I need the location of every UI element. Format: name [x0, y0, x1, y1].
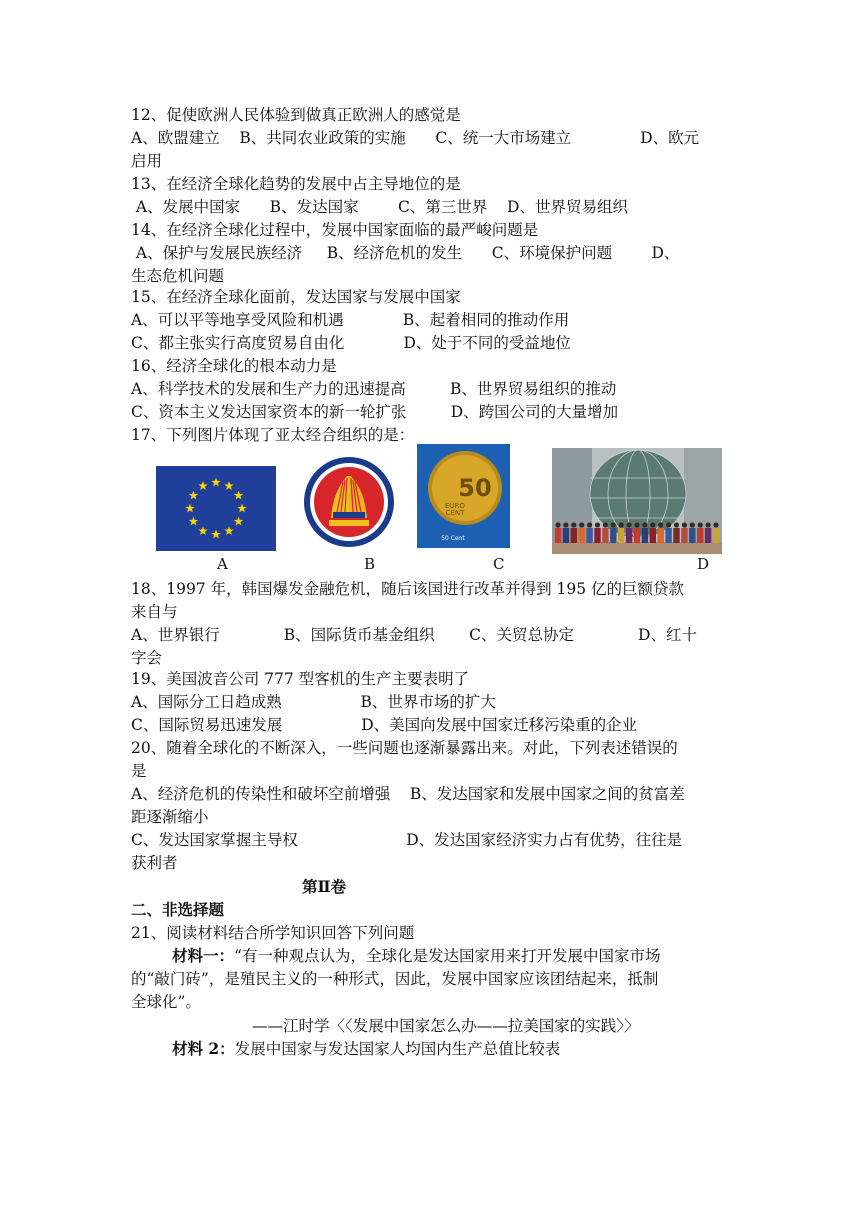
q16-stem: 16、经济全球化的根本动力是: [131, 357, 337, 375]
coin-euro-text: EURO: [445, 502, 465, 510]
coin-caption-text: 50 Cent: [441, 535, 465, 542]
leader-head: [563, 522, 568, 527]
leader-figure: [665, 528, 671, 543]
q13-options: A、发展中国家 B、发达国家 C、第三世界 D、世界贸易组织: [131, 198, 628, 216]
material-1-label: 材料一：: [172, 946, 235, 965]
leader-head: [634, 522, 639, 527]
leader-figure: [673, 528, 679, 543]
q20-stem-cont: 是: [131, 762, 147, 780]
leader-head: [587, 522, 592, 527]
asean-emblem-image: [303, 456, 395, 548]
leader-head: [682, 522, 687, 527]
leader-head: [603, 522, 608, 527]
q20-options-cd: C、发达国家掌握主导权 D、发达国家经济实力占有优势，往往是: [131, 831, 683, 849]
leader-head: [713, 522, 718, 527]
q14-options-cont: 生态危机问题: [131, 267, 225, 285]
coin-cent-text: CENT: [445, 509, 465, 517]
q21-stem: 21、阅读材料结合所学知识回答下列问题: [131, 924, 415, 942]
leader-head: [579, 522, 584, 527]
q18-stem-cont: 来自与: [131, 603, 178, 621]
leader-figure: [594, 528, 600, 543]
q16-options-cd: C、资本主义发达国家资本的新一轮扩张 D、跨国公司的大量增加: [131, 403, 619, 421]
asean-label-bar: [329, 520, 369, 526]
q12-options: A、欧盟建立 B、共同农业政策的实施 C、统一大市场建立 D、欧元: [131, 129, 700, 147]
q15-options-ab: A、可以平等地享受风险和机遇 B、起着相同的推动作用: [131, 311, 570, 329]
leader-head: [571, 522, 576, 527]
q15-options-cd: C、都主张实行高度贸易自由化 D、处于不同的受益地位: [131, 334, 571, 352]
q20-options-ab: A、经济危机的传染性和破坏空前增强 B、发达国家和发展中国家之间的贫富差: [131, 785, 685, 803]
leader-figure: [658, 528, 664, 543]
leader-figure: [705, 528, 711, 543]
photo-stage-floor: [552, 542, 722, 554]
coin-value-text: 50: [458, 474, 492, 502]
leader-figure: [602, 528, 608, 543]
leader-head: [611, 522, 616, 527]
euro-cent-coin-image: [417, 444, 510, 548]
leader-head: [555, 522, 560, 527]
image-caption-b: B: [364, 555, 376, 573]
q12-stem: 12、促使欧洲人民体验到做真正欧洲人的感觉是: [131, 106, 461, 124]
leader-figure: [634, 528, 640, 543]
material-1-source: ——江时学〈〈发展中国家怎么办——拉美国家的实践〉〉: [252, 1017, 640, 1035]
leader-head: [650, 522, 655, 527]
leader-figure: [626, 528, 632, 543]
material-2-label: 材料 2：: [172, 1039, 235, 1058]
leader-figure: [563, 528, 569, 543]
leader-figure: [571, 528, 577, 543]
q17-stem: 17、下列图片体现了亚太经合组织的是：: [131, 426, 415, 444]
q18-options-cont: 字会: [131, 649, 163, 667]
material-1-line2: 的“敲门砖”，是殖民主义的一种形式，因此，发展中国家应该团结起来，抵制: [131, 970, 659, 988]
q13-stem: 13、在经济全球化趋势的发展中占主导地位的是: [131, 175, 461, 193]
q16-options-ab: A、科学技术的发展和生产力的迅速提高 B、世界贸易组织的推动: [131, 380, 617, 398]
q18-stem: 18、1997 年，韩国爆发金融危机，随后该国进行改革并得到 195 亿的巨额贷款: [131, 580, 685, 598]
image-caption-d: D: [697, 555, 710, 573]
q14-stem: 14、在经济全球化过程中，发展中国家面临的最严峻问题是: [131, 221, 539, 239]
leader-figure: [650, 528, 656, 543]
material-1-line3: 全球化”。: [131, 993, 201, 1011]
q19-options-ab: A、国际分工日趋成熟 B、世界市场的扩大: [131, 693, 496, 711]
leader-head: [690, 522, 695, 527]
leader-figure: [555, 528, 561, 543]
material-2-text: 发展中国家与发达国家人均国内生产总值比较表: [234, 1040, 561, 1058]
q18-options: A、世界银行 B、国际货币基金组织 C、关贸总协定 D、红十: [131, 626, 697, 644]
leader-head: [674, 522, 679, 527]
leader-figure: [689, 528, 695, 543]
leader-head: [595, 522, 600, 527]
leader-head: [706, 522, 711, 527]
leader-figure: [681, 528, 687, 543]
q12-options-cont: 启用: [131, 152, 163, 170]
leader-head: [627, 522, 632, 527]
q19-stem: 19、美国波音公司 777 型客机的生产主要表明了: [131, 670, 470, 688]
leader-figure: [697, 528, 703, 543]
q15-stem: 15、在经济全球化面前，发达国家与发展中国家: [131, 288, 461, 306]
q14-options: A、保护与发展民族经济 B、经济危机的发生 C、环境保护问题 D、: [131, 244, 680, 262]
leader-head: [666, 522, 671, 527]
q20-options-cd-cont: 获利者: [131, 854, 178, 872]
leader-figure: [610, 528, 616, 543]
q19-options-cd: C、国际贸易迅速发展 D、美国向发展中国家迁移污染重的企业: [131, 716, 638, 734]
photo-leaders-row: [555, 522, 719, 543]
eu-flag-image: [156, 466, 276, 551]
leader-head: [698, 522, 703, 527]
leader-figure: [586, 528, 592, 543]
leader-head: [619, 522, 624, 527]
image-caption-a: A: [217, 555, 228, 573]
apec-leaders-photo-image: [552, 448, 722, 554]
image-caption-c: C: [493, 555, 505, 573]
leader-figure: [579, 528, 585, 543]
volume-heading: 第Ⅱ卷: [302, 877, 347, 896]
leader-head: [658, 522, 663, 527]
leader-figure: [713, 528, 719, 543]
section-heading: 二、非选择题: [131, 900, 225, 919]
leader-figure: [618, 528, 624, 543]
material-1-text: “有一种观点认为，全球化是发达国家用来打开发展中国家市场: [234, 947, 661, 965]
material-1-line1: [172, 945, 660, 967]
leader-head: [642, 522, 647, 527]
material-2-line: [172, 1038, 560, 1060]
q20-options-ab-cont: 距逐渐缩小: [131, 808, 209, 826]
q20-stem: 20、随着全球化的不断深入，一些问题也逐渐暴露出来。对此，下列表述错误的: [131, 739, 678, 757]
leader-figure: [642, 528, 648, 543]
